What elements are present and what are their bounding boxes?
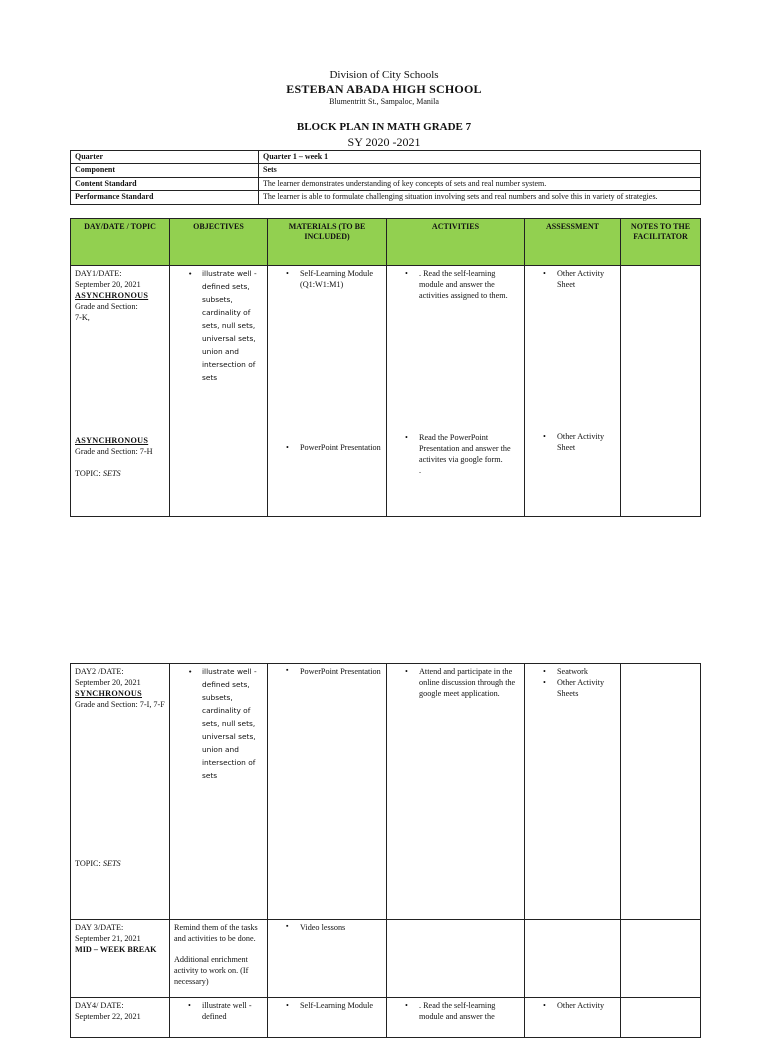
day2-assessment-2: • Other Activity Sheets [529, 677, 616, 699]
col-notes: NOTES TO THE FACILITATOR [621, 219, 701, 266]
day4-objective: • illustrate well - defined [174, 1000, 263, 1022]
col-assessment: ASSESSMENT [525, 219, 621, 266]
plan-row-day1 [71, 266, 701, 517]
day2-cell [71, 664, 170, 920]
day2-topic [75, 858, 165, 869]
day1-assessment-1: • Other Activity Sheet [529, 268, 616, 290]
day4-assessment: • Other Activity [529, 1000, 616, 1011]
day4-date: September 22, 2021 [75, 1012, 141, 1022]
plan-table-continued [70, 663, 701, 1038]
day2-assessment-1: • Seatwork [529, 666, 616, 677]
day1-date: September 20, 2021 [75, 280, 141, 290]
plan-row-day2 [71, 664, 701, 920]
day2-assessment [525, 664, 621, 920]
info-value: The learner demonstrates understanding of key concepts of sets and real number system. [259, 177, 701, 190]
day1-grade-label: Grade and Section: [75, 302, 138, 312]
day1-notes [621, 266, 701, 517]
day2-date: September 20, 2021 [75, 678, 141, 688]
day3-cell [71, 920, 170, 998]
day4-activities [387, 998, 525, 1038]
day2-objectives [170, 664, 268, 920]
info-key: Component [71, 164, 259, 177]
col-activities: ACTIVITIES [387, 219, 525, 266]
day1-mode: ASYNCHRONOUS [75, 291, 149, 301]
day3-assessment [525, 920, 621, 998]
plan-header-row [71, 219, 701, 266]
day1-topic [75, 468, 165, 479]
day2-activities [387, 664, 525, 920]
day2-activity: • Attend and participate in the online discussion through the google meet application. [391, 666, 520, 699]
day3-date: September 21, 2021 [75, 934, 141, 944]
day2-mode: SYNCHRONOUS [75, 689, 142, 699]
info-key: Performance Standard [71, 191, 259, 204]
topic-label: TOPIC: [75, 469, 101, 479]
day4-material: • Self-Learning Module [272, 1000, 382, 1011]
school-address: Blumentritt St., Sampaloc, Manila [329, 97, 439, 106]
day2-materials [268, 664, 387, 920]
col-materials: MATERIALS (TO BE INCLUDED) [268, 219, 387, 266]
day1-objective: • illustrate well - defined sets, subsets, cardinality of sets, null sets, universal sets, union and intersection of sets [174, 268, 263, 385]
day3-label: DAY 3/DATE: [75, 923, 124, 932]
day3-objective-2: Additional enrichment activity to work on. (If necessary) [174, 955, 249, 987]
info-row-component [71, 164, 701, 177]
day1-activity-2: • Read the PowerPoint Presentation and answer the activites via google form. [391, 432, 520, 465]
day1-label: DAY1/DATE: [75, 269, 122, 278]
day1-activity-1: • . Read the self-learning module and answer the activities assigned to them. [391, 268, 520, 301]
school-name: ESTEBAN ABADA HIGH SCHOOL [286, 82, 482, 96]
day2-material: ▪ PowerPoint Presentation [272, 666, 382, 677]
info-value: Quarter 1 – week 1 [259, 151, 701, 164]
day4-assessment [525, 998, 621, 1038]
plan-row-day4 [71, 998, 701, 1038]
division-name: Division of City Schools [329, 69, 439, 81]
day1-materials [268, 266, 387, 517]
day3-mode: MID – WEEK BREAK [75, 945, 157, 955]
day3-notes [621, 920, 701, 998]
col-day-date-topic: DAY/DATE / TOPIC [71, 219, 170, 266]
day3-materials [268, 920, 387, 998]
day4-activity: • . Read the self-learning module and answer the [391, 1000, 520, 1022]
day2-notes [621, 664, 701, 920]
day1-mode-2: ASYNCHRONOUS [75, 436, 149, 446]
col-objectives: OBJECTIVES [170, 219, 268, 266]
info-value: Sets [259, 164, 701, 177]
plan-row-day3 [71, 920, 701, 998]
day1-material-1: • Self-Learning Module (Q1:W1:M1) [272, 268, 382, 290]
day4-materials [268, 998, 387, 1038]
plan-title: BLOCK PLAN IN MATH GRADE 7 [296, 121, 472, 133]
info-table [70, 150, 701, 205]
day1-assessment [525, 266, 621, 517]
day2-objective: • illustrate well - defined sets, subsets, cardinality of sets, null sets, universal sets, union and intersection of sets [174, 666, 263, 783]
info-value: The learner is able to formulate challenging situation involving sets and real numbers and solve this in variety of strategies. [259, 191, 701, 204]
day4-label: DAY4/ DATE: [75, 1001, 124, 1010]
info-row-quarter [71, 151, 701, 164]
plan-table [70, 218, 701, 517]
topic-label: TOPIC: [75, 859, 101, 869]
day3-objectives [170, 920, 268, 998]
day3-material: ▪ Video lessons [272, 922, 382, 933]
day3-activities [387, 920, 525, 998]
info-key: Quarter [71, 151, 259, 164]
day4-cell [71, 998, 170, 1038]
info-key: Content Standard [71, 177, 259, 190]
day1-grade-2: Grade and Section: 7-H [75, 447, 153, 457]
day1-activities [387, 266, 525, 517]
day1-material-2: • PowerPoint Presentation [272, 442, 382, 453]
info-row-content-standard [71, 177, 701, 190]
day2-label: DAY2 /DATE: [75, 667, 124, 676]
info-row-performance-standard [71, 191, 701, 204]
day3-objective-1: Remind them of the tasks and activities to be done. [174, 923, 258, 944]
topic-value: SETS [102, 469, 121, 479]
day4-notes [621, 998, 701, 1038]
day1-grade: 7-K, [75, 313, 90, 323]
day2-grade: Grade and Section: 7-I, 7-F [75, 700, 165, 710]
day4-objectives [170, 998, 268, 1038]
school-year: SY 2020 -2021 [347, 135, 421, 149]
day1-objectives [170, 266, 268, 517]
topic-value: SETS [102, 859, 121, 869]
day1-activity-2-extra: . [419, 466, 422, 476]
day1-assessment-2: • Other Activity Sheet [529, 431, 616, 453]
day1-cell [71, 266, 170, 517]
